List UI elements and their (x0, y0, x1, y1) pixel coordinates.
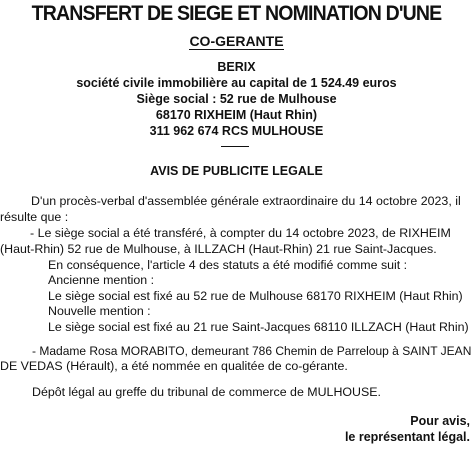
deposit-line: Dépôt légal au greffe du tribunal de commerce de MULHOUSE. (32, 385, 381, 399)
transfer-line-3: En conséquence, l'article 4 des statuts a été modifié comme suit : (48, 258, 408, 272)
transfer-line-2: (Haut-Rhin) 52 rue de Mulhouse, à ILLZACH (Haut-Rhin) 21 rue Saint-Jacques. (0, 242, 437, 256)
appointment-line-2: DE VEDAS (Hérault), a été nommée en qualitée de co-gérante. (0, 359, 348, 373)
intro-line-2: résulte que : (0, 210, 69, 224)
old-mention-label: Ancienne mention : (48, 273, 155, 287)
new-mention-label: Nouvelle mention : (48, 304, 151, 318)
appointment-line-1: - Madame Rosa MORABITO, demeurant 786 Chemin de Parreloup à SAINT JEAN (32, 344, 472, 358)
company-rcs: 311 962 674 RCS MULHOUSE (149, 124, 324, 138)
new-mention-text: Le siège social est fixé au 21 rue Saint-Jacques 68110 ILLZACH (Haut Rhin) (48, 320, 469, 334)
company-city: 68170 RIXHEIM (Haut Rhin) (155, 108, 318, 122)
company-seat: Siège social : 52 rue de Mulhouse (136, 92, 337, 106)
transfer-line-1: - Le siège social a été transféré, à compter du 14 octobre 2023, de RIXHEIM (30, 226, 451, 240)
separator-line (221, 146, 249, 147)
company-name: BERIX (217, 60, 256, 74)
signature-line-2: le représentant légal. (344, 430, 470, 444)
company-type: société civile immobilière au capital de 1 524.49 euros (76, 76, 397, 90)
notice-heading: TRANSFERT DE SIEGE ET NOMINATION D'UNE (31, 2, 442, 25)
subheading-text: CO-GERANTE (189, 33, 284, 49)
notice-title: AVIS DE PUBLICITE LEGALE (150, 164, 323, 178)
signature-line-1: Pour avis, (410, 414, 470, 428)
notice-subheading (0, 33, 473, 49)
old-mention-text: Le siège social est fixé au 52 rue de Mulhouse 68170 RIXHEIM (Haut Rhin) (48, 289, 463, 303)
intro-line-1: D'un procès-verbal d'assemblée générale extraordinaire du 14 octobre 2023, il (31, 194, 461, 208)
